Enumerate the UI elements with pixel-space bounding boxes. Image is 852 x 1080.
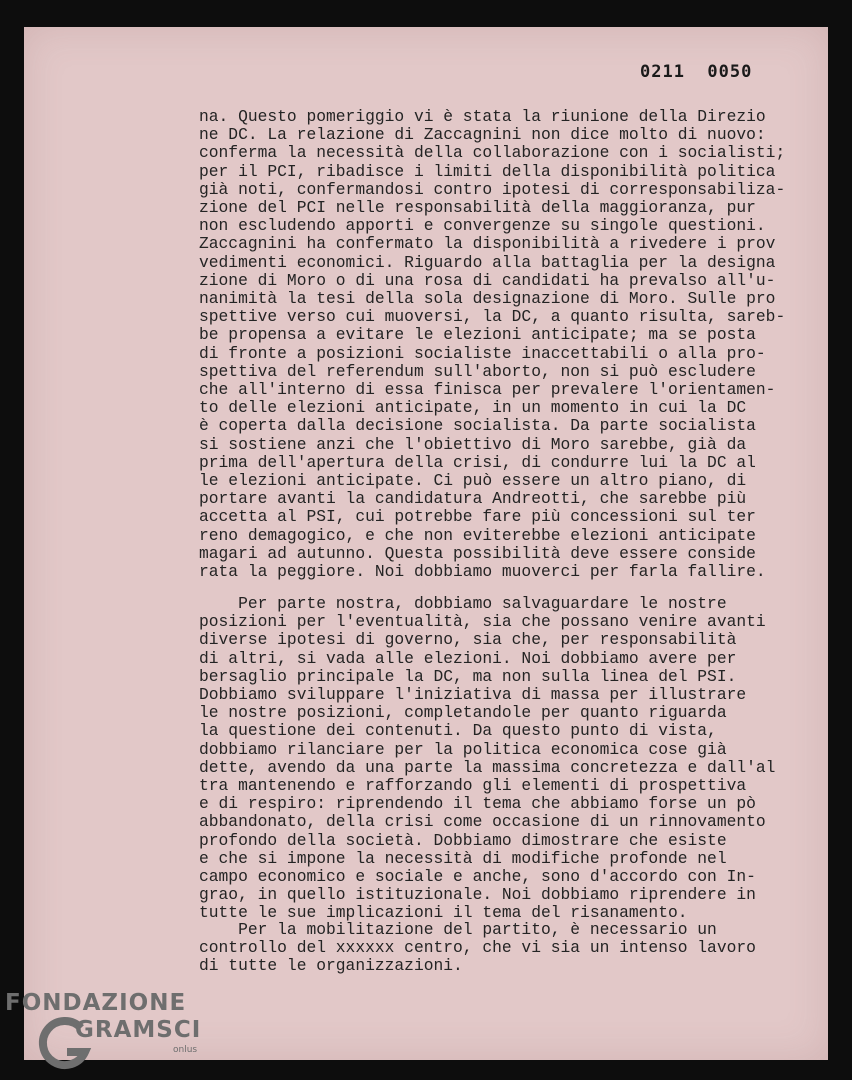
paragraph-1: na. Questo pomeriggio vi è stata la riunione della Direzio ne DC. La relazione di Zaccagnini non dice molto di nuovo: conferma la necessità della collaborazione con i socialisti; per il PCI, ribadisce i limiti della disponibilità politica già noti, confermandosi contro ipotesi di corresponsabiliza- zione del PCI nelle responsabilità della maggioranza, pur non escludendo apporti e convergenze su singole questioni. Zaccagnini ha confermato la disponibilità a rivedere i prov vedimenti economici. Riguardo alla battaglia per la designa zione di Moro o di una rosa di candidati ha prevalso all'u- nanimità la tesi della sola designazione di Moro. Sulle pro spettive verso cui muoversi, la DC, a quanto risulta, sareb- be propensa a evitare le elezioni anticipate; ma se posta di fronte a posizioni socialiste inaccettabili o alla pro- spettiva del referendum sull'aborto, non si può escludere che all'interno di essa finisca per prevalere l'orientamen- to delle elezioni anticipate, in un momento in cui la DC è coperta dalla decisione socialista. Da parte socialista si sostiene anzi che l'obiettivo di Moro sarebbe, già da prima dell'apertura della crisi, di condurre lui la DC al le elezioni anticipate. Ci può essere un altro piano, di portare avanti la candidatura Andreotti, che sarebbe più accetta al PSI, cui potrebbe fare più concessioni sul ter reno demagogico, e che non eviterebbe elezioni anticipate magari ad autunno. Questa possibilità deve essere conside rata la peggiore. Noi dobbiamo muoverci per farla fallire.	[199, 107, 786, 582]
logo-fondazione-text: FONDAZIONE	[5, 990, 187, 1016]
logo-gramsci-text: GRAMSCI	[75, 1017, 202, 1043]
paragraph-3: Per la mobilitazione del partito, è necessario un controllo del xxxxxx centro, che vi sia un intenso lavoro di tutte le organizzazioni.	[199, 920, 756, 976]
archive-page-number: 0211 0050	[640, 62, 753, 82]
logo-onlus-text: onlus	[173, 1045, 198, 1055]
fondazione-gramsci-logo	[5, 990, 220, 1075]
paragraph-2: Per parte nostra, dobbiamo salvaguardare le nostre posizioni per l'eventualità, sia che possano venire avanti diverse ipotesi di governo, sia che, per responsabilità di altri, si vada alle elezioni. Noi dobbiamo avere per bersaglio principale la DC, ma non sulla linea del PSI. Dobbiamo sviluppare l'iniziativa di massa per illustrare le nostre posizioni, completandole per quanto riguarda la questione dei contenuti. Da questo punto di vista, dobbiamo rilanciare per la politica economica cose già dette, avendo da una parte la massima concretezza e dall'al tra mantenendo e rafforzando gli elementi di prospettiva e di respiro: riprendendo il tema che abbiamo forse un pò abbandonato, della crisi come occasione di un rinnovamento profondo della società. Dobbiamo dimostrare che esiste e che si impone la necessità di modifiche profonde nel campo economico e sociale e anche, sono d'accordo con In- grao, in quello istituzionale. Noi dobbiamo riprendere in tutte le sue implicazioni il tema del risanamento.	[199, 594, 776, 923]
